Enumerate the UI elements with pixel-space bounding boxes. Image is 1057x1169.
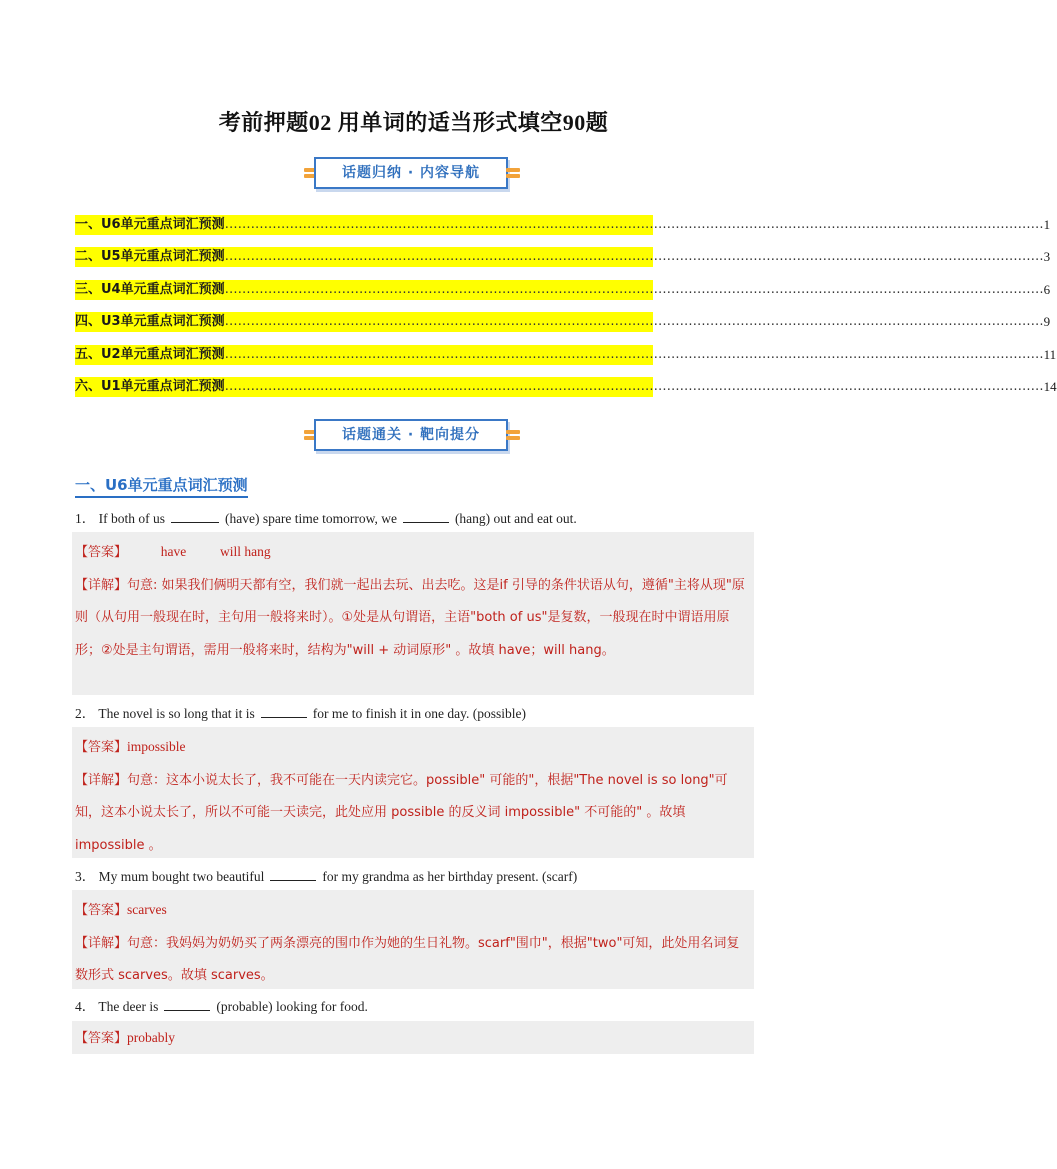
nav-banner bbox=[304, 157, 520, 193]
equals-icon bbox=[506, 166, 520, 180]
answer-blank[interactable] bbox=[261, 703, 307, 718]
practice-banner bbox=[304, 419, 520, 455]
nav-banner-label: 话题归纳 · 内容导航 bbox=[341, 165, 481, 181]
answer-blank[interactable] bbox=[171, 508, 219, 523]
toc-item[interactable]: 三、U4单元重点词汇预测 ……………………………………………………………………………………………………………………………………………………………………… 6 bbox=[75, 280, 653, 300]
answer-blank[interactable] bbox=[270, 866, 316, 881]
toc-item[interactable]: 一、U6单元重点词汇预测 ……………………………………………………………………………………………………………………………………………………………………… 1 bbox=[75, 215, 653, 235]
question-4: 4． The deer is (probable) looking for food. bbox=[75, 996, 368, 1016]
equals-icon bbox=[506, 428, 520, 442]
toc-item[interactable]: 二、U5单元重点词汇预测 ……………………………………………………………………………………………………………………………………………………………………… 3 bbox=[75, 247, 653, 267]
answer-block-2: 【答案】impossible 【详解】句意：这本小说太长了，我不可能在一天内读完它。possible" 可能的"，根据"The novel is so long"可知，这本小说太长了，所以不可能一天读完，此处应用 possible 的反义词 impossible" 不可能的" 。故填 impossible 。 bbox=[72, 727, 754, 858]
answer-block-3: 【答案】scarves 【详解】句意：我妈妈为奶奶买了两条漂亮的围巾作为她的生日礼物。scarf"围巾"，根据"two"可知，此处用名词复数形式 scarves。故填 scarves。 bbox=[72, 890, 754, 989]
section-heading: 一、U6单元重点词汇预测 bbox=[75, 475, 248, 498]
toc-item[interactable]: 四、U3单元重点词汇预测 ……………………………………………………………………………………………………………………………………………………………………… 9 bbox=[75, 312, 653, 332]
page-title: 考前押题02 用单词的适当形式填空90题 bbox=[218, 110, 609, 135]
toc-item[interactable]: 六、U1单元重点词汇预测 ……………………………………………………………………………………………………………………………………………………………………… 14 bbox=[75, 377, 653, 397]
answer-blank[interactable] bbox=[403, 508, 449, 523]
question-3: 3． My mum bought two beautiful for my grandma as her birthday present. (scarf) bbox=[75, 866, 577, 886]
question-2: 2． The novel is so long that it is for me to finish it in one day. (possible) bbox=[75, 703, 526, 723]
question-1: 1． If both of us (have) spare time tomorrow, we (hang) out and eat out. bbox=[75, 508, 577, 528]
practice-banner-label: 话题通关 · 靶向提分 bbox=[341, 427, 481, 443]
answer-blank[interactable] bbox=[164, 996, 210, 1011]
answer-block-1: 【答案】 have will hang 【详解】句意: 如果我们俩明天都有空，我们就一起出去玩、出去吃。这是if 引导的条件状语从句，遵循"主将从现"原则（从句用一般现在时，主句用一般将来时）。①处是从句谓语，主语"both of us"是复数，一般现在时中谓语用原形；②处是主句谓语，需用一般将来时，结构为"will + 动词原形" 。故填 have；will hang。 bbox=[72, 532, 754, 695]
toc-item[interactable]: 五、U2单元重点词汇预测 ……………………………………………………………………………………………………………………………………………………………………… 11 bbox=[75, 345, 653, 365]
answer-block-4: 【答案】probably bbox=[72, 1021, 754, 1054]
